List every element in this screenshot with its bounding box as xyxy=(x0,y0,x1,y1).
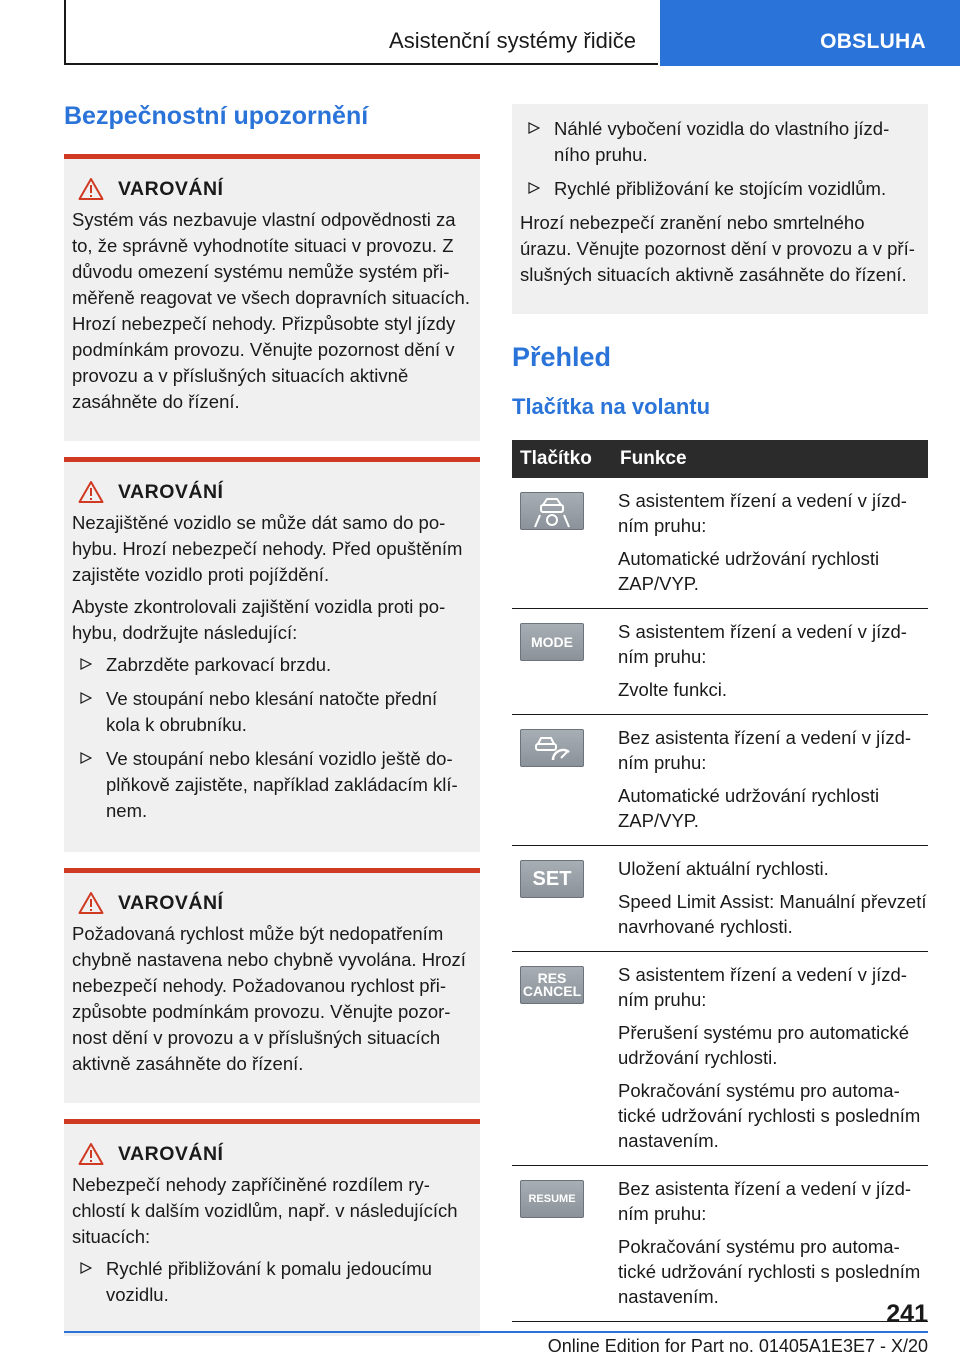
function-cell xyxy=(612,846,928,952)
table-header-row xyxy=(512,440,928,478)
button-label: RESUME xyxy=(528,1192,576,1205)
function-text: Přerušení systému pro automatické udržování rychlosti. xyxy=(618,1022,909,1068)
button-icon-cell xyxy=(512,715,612,846)
button-icon-cell xyxy=(512,846,612,952)
function-text: Pokračování systému pro automatické udržování rychlosti s posledním nastavením. xyxy=(618,1236,921,1307)
bullet-triangle-icon xyxy=(80,658,92,670)
table-row xyxy=(512,1166,928,1322)
header-left-rule xyxy=(64,0,66,64)
warning-triangle-icon xyxy=(78,177,104,201)
mode-button-icon xyxy=(520,623,584,661)
function-text: Uložení aktuální rychlosti. xyxy=(618,858,829,879)
function-cell xyxy=(612,715,928,846)
header-chapter-tab xyxy=(660,0,960,66)
function-cell xyxy=(612,952,928,1166)
table-row xyxy=(512,715,928,846)
warning-title: VAROVÁNÍ xyxy=(118,891,224,914)
right-column xyxy=(512,104,928,1322)
bullet-text: Náhlé vybočení vozidla do vlastního jízdního pruhu. xyxy=(554,118,890,165)
car-lane-assist-icon xyxy=(520,492,584,530)
warning-title: VAROVÁNÍ xyxy=(118,177,224,200)
bullet-text: Rychlé přibližování k pomalu jedoucímu vozidlu. xyxy=(106,1258,432,1305)
function-text: S asistentem řízení a vedení v jízdním pruhu: xyxy=(618,964,907,1010)
bullet-triangle-icon xyxy=(528,122,540,134)
button-icon-cell xyxy=(512,1166,612,1322)
button-icon-cell xyxy=(512,609,612,715)
table-row xyxy=(512,609,928,715)
res-cancel-button-icon xyxy=(520,966,584,1004)
button-label: MODE xyxy=(531,633,573,650)
bullet-text: Ve stoupání nebo klesání natočte přední kola k obrubníku. xyxy=(106,688,438,735)
resume-button-icon xyxy=(520,1180,584,1218)
function-text: Bez asistenta řízení a vedení v jízdním pruhu: xyxy=(618,727,912,773)
bullet-triangle-icon xyxy=(528,182,540,194)
function-text: Bez asistenta řízení a vedení v jízdním pruhu: xyxy=(618,1178,912,1224)
warning-triangle-icon xyxy=(78,480,104,504)
bullet-item xyxy=(72,1256,470,1308)
steering-buttons-table xyxy=(512,440,928,1322)
page-number: 241 xyxy=(886,1300,928,1328)
set-button-icon xyxy=(520,860,584,898)
table-header-function: Funkce xyxy=(612,440,928,478)
bullet-item xyxy=(72,652,470,678)
table-row xyxy=(512,952,928,1166)
overview-title: Přehled xyxy=(512,342,612,372)
button-label: RES CANCEL xyxy=(522,970,582,999)
continued-bullets xyxy=(520,116,918,202)
bullet-item xyxy=(72,746,470,824)
warning-triangle-icon xyxy=(78,1142,104,1166)
function-text: Pokračování systému pro automatické udržování rychlosti s posledním nastavením. xyxy=(618,1080,921,1151)
warning-header xyxy=(72,1142,470,1166)
warnings-container xyxy=(64,154,480,1336)
bullet-item xyxy=(72,686,470,738)
function-cell xyxy=(612,478,928,609)
speed-control-icon xyxy=(520,729,584,767)
table-header-button: Tlačítko xyxy=(512,440,612,478)
function-cell xyxy=(612,609,928,715)
table-body xyxy=(512,478,928,1322)
warning-title: VAROVÁNÍ xyxy=(118,480,224,503)
footer-rule xyxy=(64,1331,928,1333)
function-text: Automatické udržování rychlosti ZAP/VYP. xyxy=(618,548,880,594)
bullet-text: Zabrzděte parkovací brzdu. xyxy=(106,654,332,675)
warning-text: Systém vás nezbavuje vlastní odpovědnosti za to, že správně vyhodnotíte situaci v provozu. Z důvodu omezení systému nemůže systém přiměřeně reagovat ve všech dopravních situacích. Hrozí nebezpečí nehody. Přizpůsobte styl jízdy podmínkám provozu. Věnujte pozornost dění v provozu a v příslušných situacích aktivně zasáhněte do řízení. xyxy=(72,209,470,412)
warning-text: Nezajištěné vozidlo se může dát samo do pohybu. Hrozí nebezpečí nehody. Před opuštěním zajistěte vozidlo proti pojíždění. xyxy=(72,512,463,585)
table-row xyxy=(512,478,928,609)
warning-bullets xyxy=(72,1256,470,1308)
header-section-title: Asistenční systémy řidiče xyxy=(389,28,636,53)
left-column xyxy=(64,100,480,1352)
warning-bullets xyxy=(72,652,470,824)
header-chapter-label: OBSLUHA xyxy=(820,30,926,53)
footer-edition: Online Edition for Part no. 01405A1E3E7 - X/20 xyxy=(547,1336,928,1356)
warning-triangle-icon xyxy=(78,891,104,915)
function-text: S asistentem řízení a vedení v jízdním pruhu: xyxy=(618,621,907,667)
warning-text: Abyste zkontrolovali zajištění vozidla proti pohybu, dodržujte následující: xyxy=(72,596,446,643)
bullet-text: Rychlé přibližování ke stojícím vozidlům. xyxy=(554,178,887,199)
warning-box xyxy=(64,868,480,1103)
header-bottom-rule xyxy=(64,63,658,65)
warning-header xyxy=(72,177,470,201)
bullet-triangle-icon xyxy=(80,752,92,764)
warning-box xyxy=(64,1119,480,1336)
warning-text: Požadovaná rychlost může být nedopatřením chybně nastavena nebo chybně vyvolána. Hrozí nebezpečí nehody. Požadovanou rychlost přizpůsobte podmínkám provozu. Věnujte pozornost dění v provozu a v příslušných situacích aktivně zasáhněte do řízení. xyxy=(72,923,466,1074)
warning-continued xyxy=(512,104,928,314)
function-text: Zvolte funkci. xyxy=(618,679,727,700)
bullet-item xyxy=(520,176,918,202)
steering-buttons-subtitle: Tlačítka na volantu xyxy=(512,394,711,419)
function-text: Automatické udržování rychlosti ZAP/VYP. xyxy=(618,785,880,831)
function-text: S asistentem řízení a vedení v jízdním pruhu: xyxy=(618,490,907,536)
function-text: Speed Limit Assist: Manuální převzetí navrhované rychlosti. xyxy=(618,891,927,937)
table-row xyxy=(512,846,928,952)
button-icon-cell xyxy=(512,478,612,609)
bullet-text: Ve stoupání nebo klesání vozidlo ještě doplňkově zajistěte, například zakládacím klínem. xyxy=(106,748,458,821)
warning-header xyxy=(72,891,470,915)
warning-box xyxy=(64,457,480,852)
warning-box xyxy=(64,154,480,441)
continued-text: Hrozí nebezpečí zranění nebo smrtelného úrazu. Věnujte pozornost dění v provozu a v příslušných situacích aktivně zasáhněte do řízení. xyxy=(520,212,915,285)
warning-text: Nebezpečí nehody zapříčiněné rozdílem rychlostí k dalším vozidlům, např. v následujících situacích: xyxy=(72,1174,458,1247)
warning-header xyxy=(72,480,470,504)
button-icon-cell xyxy=(512,952,612,1166)
warning-title: VAROVÁNÍ xyxy=(118,1142,224,1165)
function-cell xyxy=(612,1166,928,1322)
safety-notes-title: Bezpečnostní upozornění xyxy=(64,102,369,130)
button-label: SET xyxy=(532,867,572,890)
bullet-triangle-icon xyxy=(80,1262,92,1274)
bullet-triangle-icon xyxy=(80,692,92,704)
bullet-item xyxy=(520,116,918,168)
